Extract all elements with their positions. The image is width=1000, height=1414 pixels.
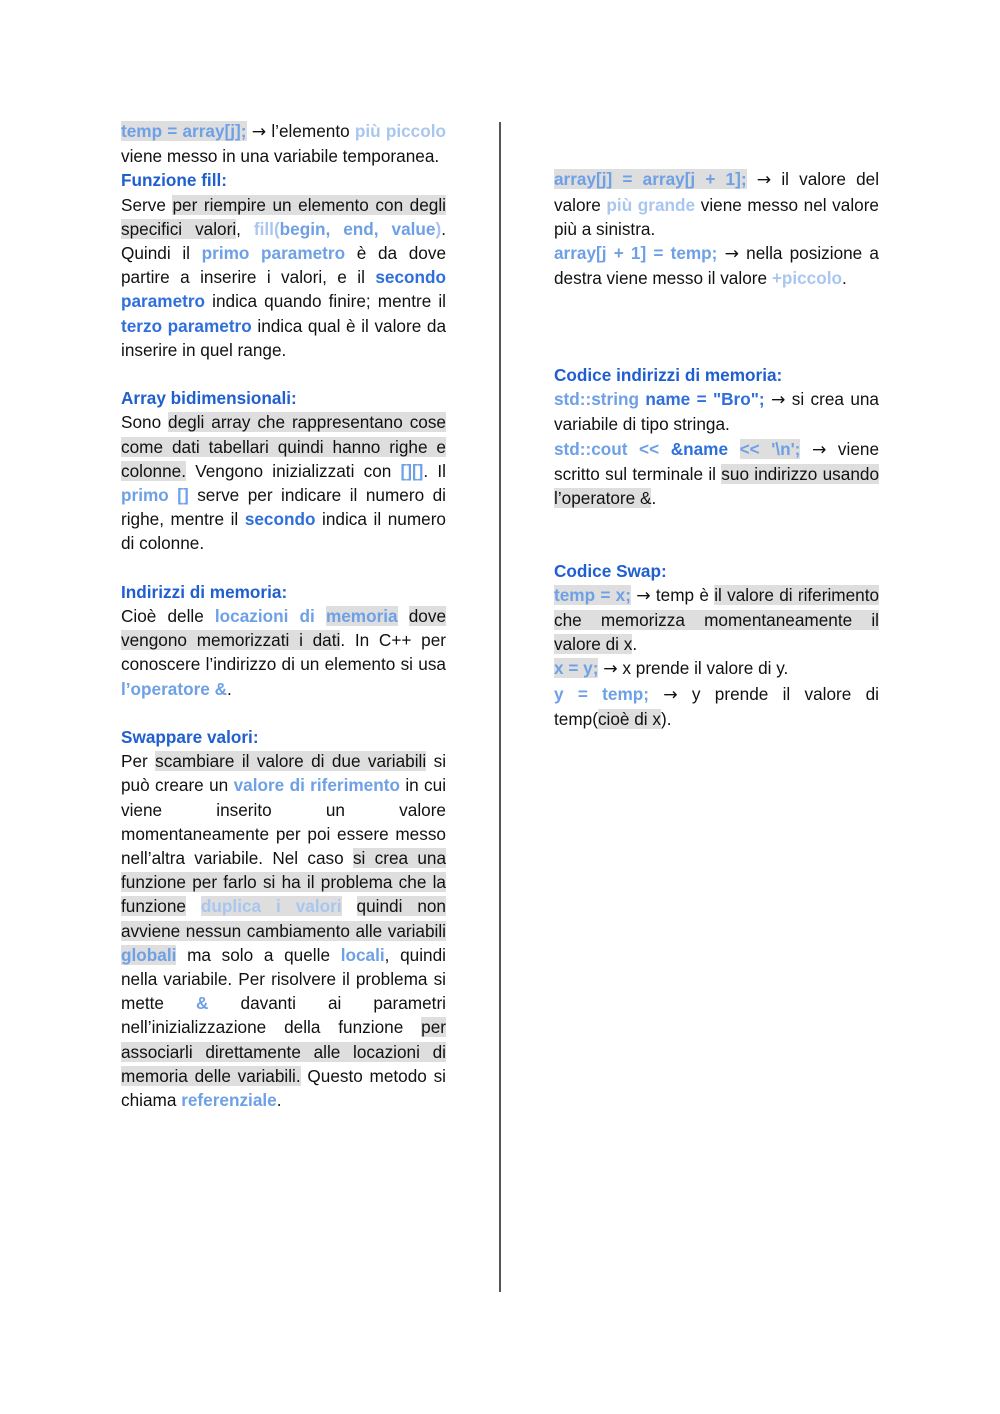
array-temp-paragraph (554, 241, 879, 290)
code-snippet: temp = array[j]; (121, 121, 247, 141)
keyword: locazioni di (214, 606, 315, 627)
text: . (227, 678, 232, 699)
keyword: referenziale (181, 1090, 277, 1111)
text: , quindi nella variabile. Per risolvere il problema si mette (121, 944, 446, 1014)
keyword: secondo (244, 509, 316, 530)
text: . Quindi il (121, 218, 446, 264)
code-snippet: << '\n'; (739, 438, 801, 459)
keyword: più piccolo (354, 121, 446, 141)
text: y prende il valore di temp( (554, 683, 879, 729)
highlight: il valore di riferimento che memorizza momentaneamente il valore di x (554, 584, 880, 655)
code-snippet: &name (670, 438, 729, 459)
text: indica il numero di colonne. (121, 509, 446, 554)
text: Vengono inizializzati con (195, 460, 392, 481)
text: si può creare un (121, 751, 447, 796)
arrow-icon: → (663, 684, 678, 705)
arrow-icon: → (811, 439, 827, 460)
highlight: dove vengono memorizzati i dati (121, 606, 447, 651)
column-divider (499, 122, 501, 1292)
keyword: terzo parametro (121, 315, 252, 336)
code-snippet: std::string (554, 389, 639, 410)
text: Per (121, 751, 148, 772)
arrow-icon: → (636, 585, 651, 606)
highlight: si crea una funzione per farlo si ha il problema che la funzione (121, 848, 447, 917)
text: , (236, 218, 241, 239)
text: Cioè delle (121, 606, 204, 627)
text: il valore del valore (554, 169, 880, 215)
left-column (121, 119, 446, 1112)
keyword: secondo parametro (121, 267, 446, 312)
code-snippet: std::cout << (554, 438, 660, 459)
bidim-paragraph (121, 410, 446, 555)
code-snippet: temp = x; (554, 584, 631, 605)
text: in cui viene inserito un valore momentaneamente per poi essere messo nell’altra variabile. Nel caso (121, 775, 447, 869)
keyword: locali (340, 944, 385, 965)
keyword: valore di riferimento (233, 775, 400, 796)
memory-paragraph (121, 604, 446, 701)
text: serve per indicare il numero di righe, mentre il (121, 485, 446, 530)
keyword: più grande (606, 194, 696, 215)
code-snippet: x = y; (554, 658, 599, 679)
text: . (651, 487, 657, 508)
text: ma solo a quelle (187, 944, 330, 965)
keyword: duplica i valori (200, 896, 342, 917)
fill-paragraph (121, 193, 446, 362)
arrow-icon: → (251, 122, 267, 142)
swap-paragraph (121, 749, 446, 1112)
highlight: degli array che rappresentano cose come dati tabellari quindi hanno righe e colonne. (121, 412, 446, 481)
code-snippet: name = "Bro"; (645, 389, 765, 410)
highlight: per associarli direttamente alle locazioni di memoria delle variabili. (121, 1017, 447, 1086)
text: si crea una variabile di tipo stringa. (554, 389, 879, 435)
highlight: scambiare il valore di due variabili (155, 751, 427, 772)
keyword: primo parametro (201, 243, 346, 264)
text: indica quando finire; mentre il (212, 291, 446, 312)
text: nella posizione a destra viene messo il valore (554, 242, 879, 289)
section-heading-swap-code: Codice Swap: (554, 560, 667, 581)
keyword: l’operatore & (121, 678, 228, 699)
swap-code-line1 (554, 583, 879, 657)
array-shift-paragraph (554, 167, 879, 241)
code-snippet: y = temp; (554, 683, 649, 704)
address-code-line1 (554, 387, 879, 436)
section-heading-bidim: Array bidimensionali: (121, 388, 297, 409)
highlight: per riempire un elemento con degli specifici valori (121, 194, 446, 239)
text: viene messo nel valore più a sinistra. (554, 194, 879, 239)
text: viene scritto sul terminale il (554, 438, 880, 484)
arrow-icon: → (756, 170, 772, 191)
arrow-icon: → (603, 659, 618, 680)
text: . (276, 1090, 282, 1111)
text: davanti ai parametri nell’inizializzazione della funzione (121, 993, 446, 1038)
section-heading-swap: Swappare valori: (121, 727, 259, 748)
text: temp è (655, 584, 709, 605)
text: . (632, 634, 638, 655)
keyword: & (196, 993, 209, 1014)
code-snippet: array[j + 1] = temp; (554, 242, 718, 263)
text: . (842, 268, 847, 289)
keyword: primo [] (121, 485, 189, 506)
arrow-icon: → (724, 243, 739, 264)
text: indica qual è il valore da inserire in quel range. (121, 315, 446, 360)
keyword: +piccolo (771, 268, 843, 289)
address-code-line2 (554, 437, 879, 511)
right-column (554, 119, 879, 731)
swap-code-line3 (554, 682, 879, 731)
text: Questo metodo si chiama (121, 1065, 446, 1111)
text: . In C++ per conoscere l’indirizzo di un elemento si usa (121, 630, 447, 675)
arrow-icon: → (770, 390, 786, 411)
text: ). (661, 708, 672, 729)
text: Serve (121, 194, 166, 215)
highlight: cioè di x (597, 708, 661, 729)
text: Sono (121, 412, 162, 433)
section-heading-address-code: Codice indirizzi di memoria: (554, 364, 783, 385)
keyword: [][] (400, 460, 424, 481)
keyword: memoria (325, 606, 398, 627)
temp-assignment-paragraph (121, 119, 446, 168)
code-snippet: array[j] = array[j + 1]; (554, 169, 747, 190)
keyword: ) (435, 218, 442, 239)
keyword: globali (121, 944, 177, 965)
text: l’elemento (271, 121, 350, 141)
keyword: begin, end, value (279, 218, 436, 239)
text: . Il (423, 460, 446, 481)
swap-code-line2 (554, 656, 879, 681)
keyword: fill( (253, 218, 280, 239)
text: è da dove partire a inserire i valori, e il (121, 243, 446, 288)
section-heading-fill: Funzione fill: (121, 170, 227, 191)
highlight: suo indirizzo usando l’operatore & (554, 463, 880, 508)
text: viene messo in una variabile temporanea. (121, 146, 440, 167)
text: x prende il valore di y. (622, 658, 789, 679)
section-heading-memory: Indirizzi di memoria: (121, 581, 288, 602)
highlight: quindi non avviene nessun cambiamento alle variabili (121, 896, 446, 941)
